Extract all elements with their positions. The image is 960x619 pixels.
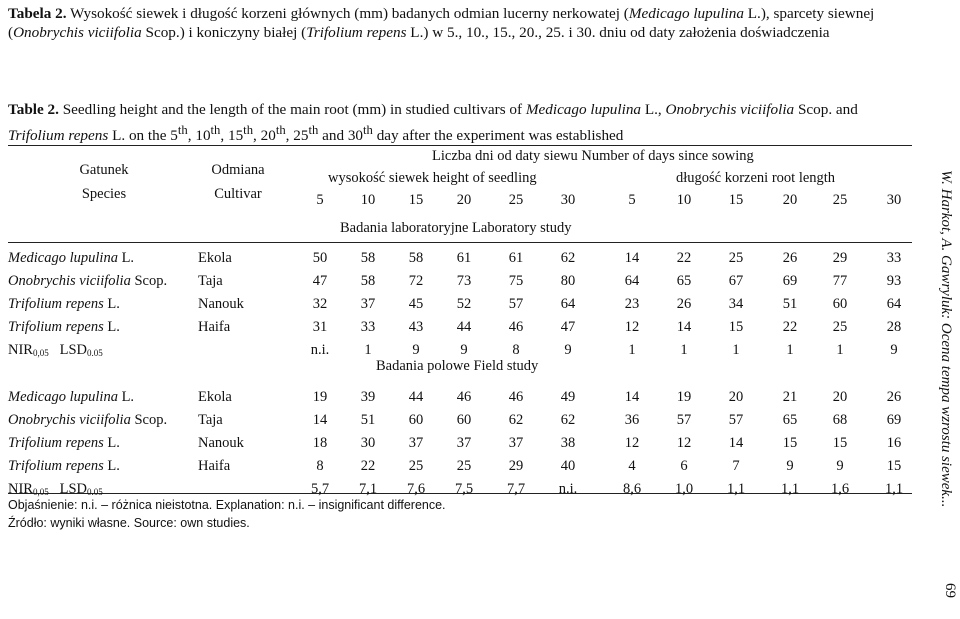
value-cell: 15	[728, 319, 744, 335]
cultivar-cell: Nanouk	[198, 435, 244, 451]
table-row	[8, 435, 912, 456]
value-cell: 65	[782, 412, 798, 428]
value-cell: 47	[560, 319, 576, 335]
value-cell: 58	[408, 250, 424, 266]
species-cell	[8, 273, 167, 290]
value-cell: 64	[560, 296, 576, 312]
day-column-header: 20	[456, 192, 472, 208]
value-cell: 60	[832, 296, 848, 312]
value-cell: 19	[312, 389, 328, 405]
lsd-value-cell: 9	[564, 342, 572, 358]
header-species: Gatunek Species	[79, 162, 129, 202]
species-name: Medicago lupulina	[8, 250, 118, 266]
running-head: W. Harkot, A. Gawryluk: Ocena tempa wzrostu siewek...	[938, 170, 954, 508]
page-number: 69	[942, 583, 958, 598]
value-cell: 45	[408, 296, 424, 312]
species-authority: Scop.	[130, 273, 168, 289]
lsd-value-cell: 1	[680, 342, 688, 358]
value-cell: 40	[560, 458, 576, 474]
value-cell: 60	[408, 412, 424, 428]
lsd-value-cell: 9	[460, 342, 468, 358]
value-cell: 69	[886, 412, 902, 428]
lsd-value-cell: 1,6	[830, 481, 850, 497]
lsd-value-cell: n.i.	[558, 481, 578, 497]
value-cell: 58	[360, 273, 376, 289]
section-title: Badania laboratoryjne Laboratory study	[340, 220, 572, 236]
lsd-label-part: NIR	[8, 342, 33, 358]
lsd-value-cell: n.i.	[310, 342, 330, 358]
species-authority: L.	[103, 458, 120, 474]
value-cell: 33	[886, 250, 902, 266]
value-cell: 68	[832, 412, 848, 428]
lsd-value-cell: 1	[786, 342, 794, 358]
value-cell: 29	[832, 250, 848, 266]
lsd-label	[8, 481, 103, 498]
value-cell: 62	[508, 412, 524, 428]
value-cell: 23	[624, 296, 640, 312]
species-name: Trifolium repens	[8, 435, 104, 451]
cultivar-cell: Haifa	[198, 319, 231, 335]
table-row	[8, 273, 912, 294]
value-cell: 62	[560, 412, 576, 428]
value-cell: 43	[408, 319, 424, 335]
species-cell	[8, 412, 167, 429]
value-cell: 57	[728, 412, 744, 428]
species-authority: L.	[103, 296, 120, 312]
value-cell: 64	[624, 273, 640, 289]
value-cell: 12	[676, 435, 692, 451]
lsd-value-cell: 7,1	[358, 481, 378, 497]
value-cell: 20	[728, 389, 744, 405]
species-name: Onobrychis viciifolia	[8, 412, 131, 428]
value-cell: 14	[676, 319, 692, 335]
species-authority: L.	[103, 435, 120, 451]
species-cell	[8, 435, 120, 452]
day-column-header: 15	[728, 192, 744, 208]
value-cell: 65	[676, 273, 692, 289]
value-cell: 69	[782, 273, 798, 289]
table-note-explanation: Objaśnienie: n.i. – różnica nieistotna. Explanation: n.i. – insignificant difference.	[8, 498, 446, 512]
species-cell	[8, 458, 120, 475]
value-cell: 57	[676, 412, 692, 428]
value-cell: 8	[316, 458, 324, 474]
value-cell: 26	[676, 296, 692, 312]
lsd-value-cell: 9	[890, 342, 898, 358]
lsd-label-part: 0.05	[87, 487, 103, 497]
species-cell	[8, 250, 134, 267]
value-cell: 34	[728, 296, 744, 312]
value-cell: 64	[886, 296, 902, 312]
value-cell: 26	[782, 250, 798, 266]
day-column-header: 20	[782, 192, 798, 208]
day-column-header: 10	[676, 192, 692, 208]
species-authority: L.	[117, 389, 135, 405]
lsd-label-part: LSD	[59, 342, 88, 358]
value-cell: 51	[360, 412, 376, 428]
lsd-value-cell: 1,0	[674, 481, 694, 497]
value-cell: 36	[624, 412, 640, 428]
lsd-label-part	[49, 342, 60, 358]
value-cell: 19	[676, 389, 692, 405]
lsd-value-cell: 5,7	[310, 481, 330, 497]
value-cell: 12	[624, 319, 640, 335]
species-name: Onobrychis viciifolia	[8, 273, 131, 289]
value-cell: 44	[408, 389, 424, 405]
day-column-header: 30	[886, 192, 902, 208]
value-cell: 25	[832, 319, 848, 335]
value-cell: 15	[886, 458, 902, 474]
table-note-source: Źródło: wyniki własne. Source: own studies.	[8, 516, 250, 530]
table-header-rule	[8, 242, 912, 243]
lsd-value-cell: 8	[512, 342, 520, 358]
value-cell: 20	[832, 389, 848, 405]
value-cell: 30	[360, 435, 376, 451]
value-cell: 33	[360, 319, 376, 335]
value-cell: 15	[782, 435, 798, 451]
lsd-value-cell: 7,6	[406, 481, 426, 497]
lsd-label	[8, 342, 103, 359]
value-cell: 25	[728, 250, 744, 266]
running-head-column	[930, 0, 960, 619]
value-cell: 61	[456, 250, 472, 266]
day-column-header: 5	[628, 192, 636, 208]
value-cell: 37	[360, 296, 376, 312]
value-cell: 58	[360, 250, 376, 266]
header-root-length: długość korzeni root length	[676, 170, 836, 186]
value-cell: 62	[560, 250, 576, 266]
value-cell: 47	[312, 273, 328, 289]
lsd-value-cell: 1,1	[780, 481, 800, 497]
value-cell: 21	[782, 389, 798, 405]
value-cell: 14	[624, 250, 640, 266]
value-cell: 22	[676, 250, 692, 266]
value-cell: 26	[886, 389, 902, 405]
value-cell: 25	[456, 458, 472, 474]
table-row	[8, 319, 912, 340]
value-cell: 37	[456, 435, 472, 451]
value-cell: 37	[508, 435, 524, 451]
value-cell: 22	[782, 319, 798, 335]
value-cell: 46	[456, 389, 472, 405]
species-name: Trifolium repens	[8, 458, 104, 474]
value-cell: 6	[680, 458, 688, 474]
cultivar-cell: Ekola	[198, 250, 232, 266]
day-column-header: 10	[360, 192, 376, 208]
section-title: Badania polowe Field study	[376, 358, 539, 374]
value-cell: 16	[886, 435, 902, 451]
value-cell: 49	[560, 389, 576, 405]
value-cell: 39	[360, 389, 376, 405]
lsd-label-part	[49, 481, 60, 497]
value-cell: 50	[312, 250, 328, 266]
lsd-value-cell: 7,5	[454, 481, 474, 497]
cultivar-cell: Taja	[198, 412, 223, 428]
value-cell: 9	[836, 458, 844, 474]
value-cell: 14	[728, 435, 744, 451]
day-column-header: 25	[508, 192, 524, 208]
value-cell: 32	[312, 296, 328, 312]
value-cell: 12	[624, 435, 640, 451]
lsd-label-part: NIR	[8, 481, 33, 497]
cultivar-cell: Haifa	[198, 458, 231, 474]
table-caption-polish: Tabela 2. Wysokość siewek i długość korzeni głównych (mm) badanych odmian lucerny nerkowatej (Medicago lupulina L.), sparcety siewnej (Onobrychis viciifolia Scop.) i koniczyny białej (Trifolium repens L.) w 5., 10., 15., 20., 25. i 30. dniu od daty założenia doświadczenia	[8, 5, 875, 41]
lsd-label-part: 0,05	[32, 487, 49, 497]
value-cell: 9	[786, 458, 794, 474]
lsd-value-cell: 7,7	[506, 481, 526, 497]
value-cell: 4	[628, 458, 636, 474]
header-days-since-sowing: Liczba dni od daty siewu Number of days since sowing	[432, 148, 754, 164]
value-cell: 46	[508, 389, 524, 405]
lsd-value-cell: 1	[836, 342, 844, 358]
value-cell: 61	[508, 250, 524, 266]
lsd-value-cell: 1,1	[726, 481, 746, 497]
value-cell: 44	[456, 319, 472, 335]
value-cell: 25	[408, 458, 424, 474]
value-cell: 29	[508, 458, 524, 474]
table-row	[8, 250, 912, 271]
value-cell: 7	[732, 458, 740, 474]
cultivar-cell: Nanouk	[198, 296, 244, 312]
value-cell: 14	[312, 412, 328, 428]
value-cell: 75	[508, 273, 524, 289]
value-cell: 18	[312, 435, 328, 451]
day-column-header: 25	[832, 192, 848, 208]
header-cultivar: Odmiana Cultivar	[211, 162, 265, 202]
species-authority: L.	[103, 319, 120, 335]
species-name: Trifolium repens	[8, 296, 104, 312]
value-cell: 57	[508, 296, 524, 312]
lsd-label-part: LSD	[59, 481, 88, 497]
value-cell: 72	[408, 273, 424, 289]
header-seedling-height: wysokość siewek height of seedling	[328, 170, 537, 186]
value-cell: 14	[624, 389, 640, 405]
lsd-value-cell: 1	[732, 342, 740, 358]
value-cell: 31	[312, 319, 328, 335]
lsd-value-cell: 8,6	[622, 481, 642, 497]
day-column-header: 5	[316, 192, 324, 208]
species-authority: Scop.	[130, 412, 168, 428]
value-cell: 73	[456, 273, 472, 289]
value-cell: 46	[508, 319, 524, 335]
species-name: Trifolium repens	[8, 319, 104, 335]
value-cell: 51	[782, 296, 798, 312]
value-cell: 77	[832, 273, 848, 289]
value-cell: 67	[728, 273, 744, 289]
lsd-value-cell: 1	[628, 342, 636, 358]
lsd-value-cell: 9	[412, 342, 420, 358]
table-row	[8, 296, 912, 317]
lsd-value-cell: 1	[364, 342, 372, 358]
species-cell	[8, 296, 120, 313]
value-cell: 37	[408, 435, 424, 451]
value-cell: 38	[560, 435, 576, 451]
value-cell: 80	[560, 273, 576, 289]
value-cell: 22	[360, 458, 376, 474]
table-top-rule	[8, 145, 912, 146]
value-cell: 15	[832, 435, 848, 451]
species-cell	[8, 389, 134, 406]
lsd-value-cell: 1,1	[884, 481, 904, 497]
value-cell: 52	[456, 296, 472, 312]
table-caption-english: Table 2. Seedling height and the length of the main root (mm) in studied cultivars of Medicago lupulina L., Onobrychis viciifolia Scop. and Trifolium repens L. on the 5th, 10th, 15th, 20th, 25th and 30th day after the experiment was established	[8, 101, 858, 145]
day-column-header: 30	[560, 192, 576, 208]
lsd-label-part: 0.05	[87, 348, 103, 358]
cultivar-cell: Taja	[198, 273, 223, 289]
value-cell: 60	[456, 412, 472, 428]
species-authority: L.	[117, 250, 135, 266]
value-cell: 93	[886, 273, 902, 289]
table-row	[8, 458, 912, 479]
header-day-columns	[8, 192, 912, 213]
species-name: Medicago lupulina	[8, 389, 118, 405]
species-cell	[8, 319, 120, 336]
lsd-label-part: 0,05	[32, 348, 49, 358]
cultivar-cell: Ekola	[198, 389, 232, 405]
table-row	[8, 412, 912, 433]
value-cell: 28	[886, 319, 902, 335]
day-column-header: 15	[408, 192, 424, 208]
table-row	[8, 389, 912, 410]
